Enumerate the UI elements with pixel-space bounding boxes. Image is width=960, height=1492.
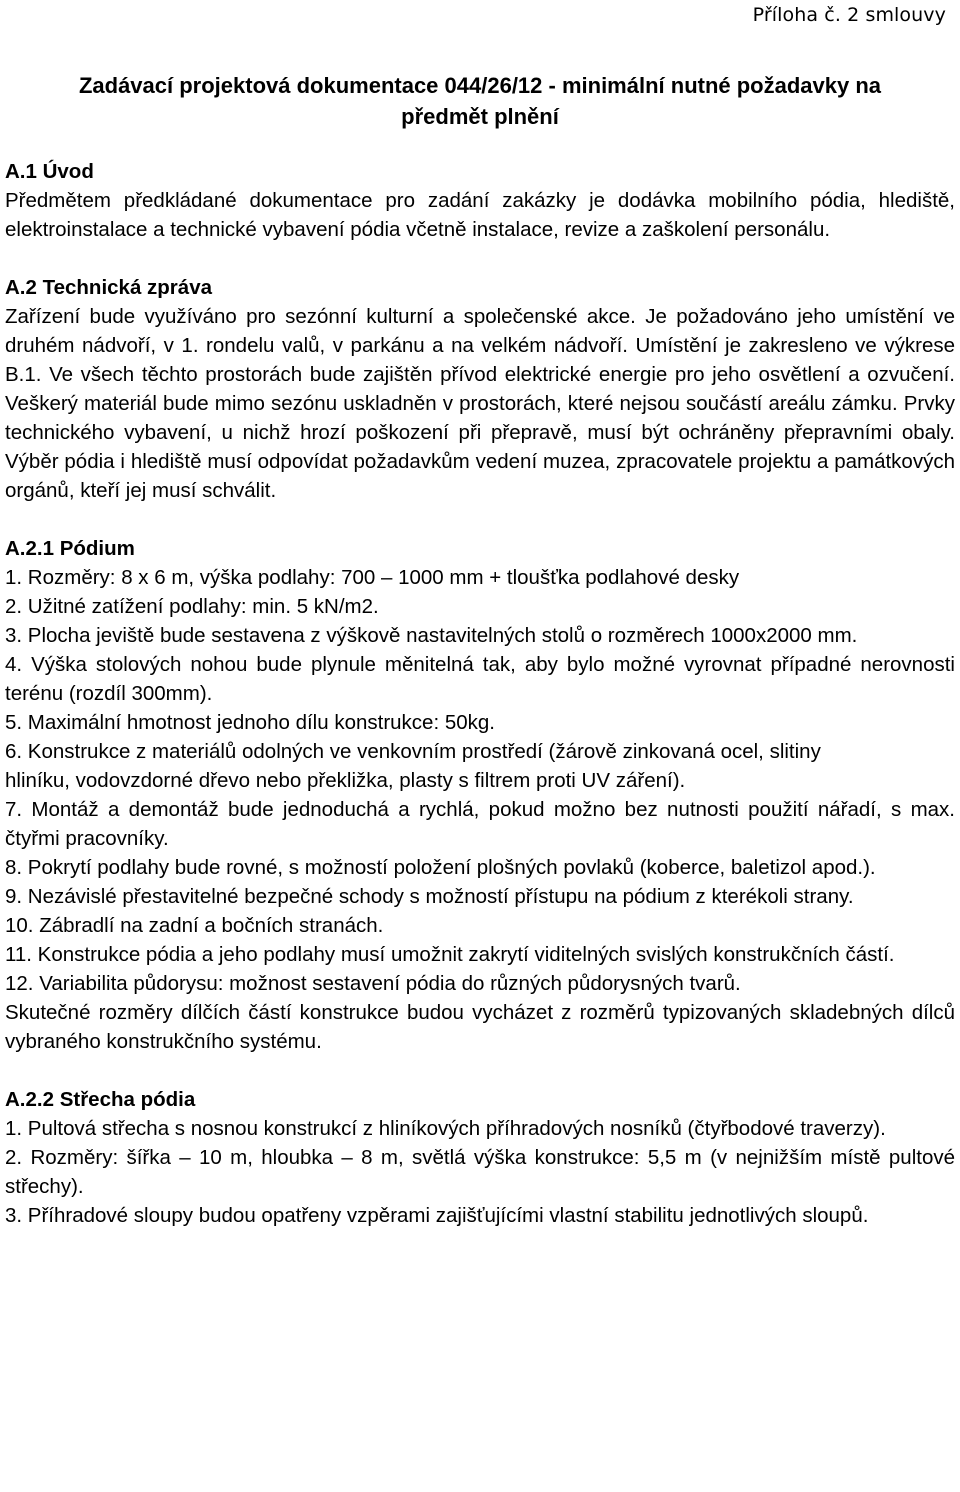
- list-item: 4. Výška stolových nohou bude plynule měnitelná tak, aby bylo možné vyrovnat případné nerovnosti terénu (rozdíl 300mm).: [5, 653, 955, 705]
- list-item: 12. Variabilita půdorysu: možnost sestavení pódia do různých půdorysných tvarů.: [5, 972, 741, 995]
- document-title: [0, 70, 960, 132]
- annex-label: Příloha č. 2 smlouvy: [752, 4, 946, 26]
- list-item: 1. Pultová střecha s nosnou konstrukcí z hliníkových příhradových nosníků (čtyřbodové traverzy).: [5, 1117, 886, 1140]
- section-a1-heading: A.1 Úvod: [5, 160, 94, 183]
- list-item: 2. Rozměry: šířka – 10 m, hloubka – 8 m, světlá výška konstrukce: 5,5 m (v nejnižším místě pultové střechy).: [5, 1146, 955, 1198]
- title-line-1: Zadávací projektová dokumentace 044/26/12 - minimální nutné požadavky na: [78, 73, 882, 98]
- list-item: 6. Konstrukce z materiálů odolných ve venkovním prostředí (žárově zinkovaná ocel, slitiny: [5, 740, 821, 763]
- section-a21-heading: A.2.1 Pódium: [5, 537, 135, 560]
- list-item: 5. Maximální hmotnost jednoho dílu konstrukce: 50kg.: [5, 711, 495, 734]
- list-item: 9. Nezávislé přestavitelné bezpečné schody s možností přístupu na pódium z kterékoli strany.: [5, 885, 854, 908]
- list-item: 3. Příhradové sloupy budou opatřeny vzpěrami zajišťujícími vlastní stabilitu jednotlivých sloupů.: [5, 1204, 869, 1227]
- section-a22-heading: A.2.2 Střecha pódia: [5, 1088, 196, 1111]
- title-line-2: předmět plnění: [401, 104, 559, 129]
- section-a2-text: Zařízení bude využíváno pro sezónní kulturní a společenské akce. Je požadováno jeho umístění ve druhém nádvoří, v 1. rondelu valů, v parkánu a na velkém nádvoří. Umístění je zakresleno ve výkrese B.1. Ve všech těchto prostorách bude zajištěn přívod elektrické energie pro jeho osvětlení a ozvučení. Veškerý materiál bude mimo sezónu uskladněn v prostorách, které nejsou součástí areálu zámku. Prvky technického vybavení, u nichž hrozí poškození při přepravě, musí být ochráněny přepravními obaly. Výběr pódia i hlediště musí odpovídat požadavkům vedení muzea, zpracovatele projektu a památkových orgánů, kteří jej musí schválit.: [5, 305, 955, 502]
- list-item: 3. Plocha jeviště bude sestavena z výškově nastavitelných stolů o rozměrech 1000x2000 mm.: [5, 624, 858, 647]
- section-a2-heading: A.2 Technická zpráva: [5, 276, 212, 299]
- list-item: 2. Užitné zatížení podlahy: min. 5 kN/m2.: [5, 595, 379, 618]
- list-item: 1. Rozměry: 8 x 6 m, výška podlahy: 700 – 1000 mm + tloušťka podlahové desky: [5, 566, 740, 589]
- list-item: hliníku, vodovzdorné dřevo nebo překližka, plasty s filtrem proti UV záření).: [5, 769, 686, 792]
- document-body: [5, 157, 955, 1230]
- list-item: 8. Pokrytí podlahy bude rovné, s možností položení plošných povlaků (koberce, baletizol apod.).: [5, 856, 876, 879]
- section-a1-text: Předmětem předkládané dokumentace pro zadání zakázky je dodávka mobilního pódia, hlediště, elektroinstalace a technické vybavení pódia včetně instalace, revize a zaškolení personálu.: [5, 189, 955, 241]
- list-item: Skutečné rozměry dílčích částí konstrukce budou vycházet z rozměrů typizovaných skladebných dílců vybraného konstrukčního systému.: [5, 1001, 955, 1053]
- list-item: 10. Zábradlí na zadní a bočních stranách.: [5, 914, 384, 937]
- list-item: 7. Montáž a demontáž bude jednoduchá a rychlá, pokud možno bez nutnosti použití nářadí, s max. čtyřmi pracovníky.: [5, 798, 955, 850]
- list-item: 11. Konstrukce pódia a jeho podlahy musí umožnit zakrytí viditelných svislých konstrukčních částí.: [5, 943, 895, 966]
